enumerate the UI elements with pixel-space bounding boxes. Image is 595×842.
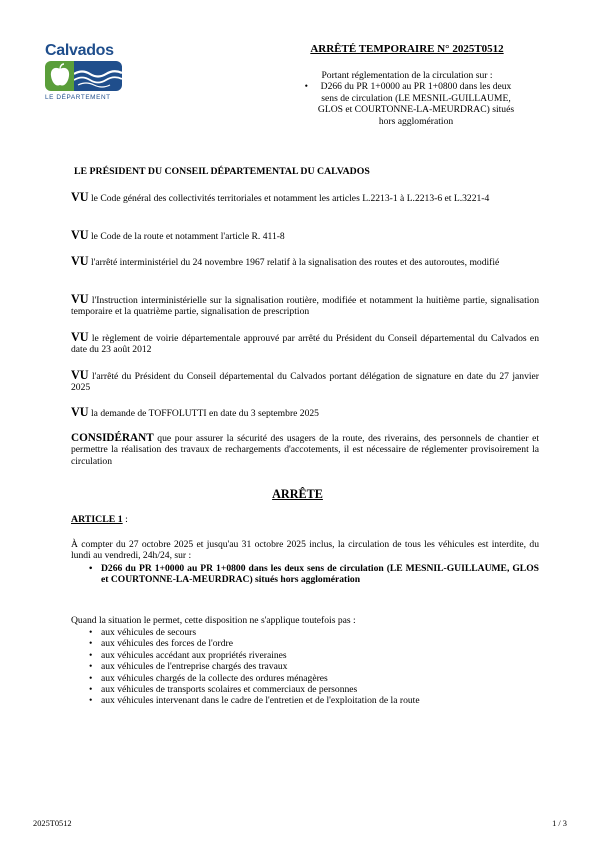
vu-text: le Code de la route et notamment l'article R. 411-8 <box>88 231 285 242</box>
vu-paragraph-5 <box>71 332 539 356</box>
vu-keyword: VU <box>71 330 89 344</box>
article-1-intro: À compter du 27 octobre 2025 et jusqu'au 31 octobre 2025 inclus, la circulation de tous les véhicules est interdite, du lundi au vendredi, 24h/24, sur : <box>71 539 539 562</box>
exceptions-intro: Quand la situation le permet, cette disposition ne s'applique toutefois pas : <box>71 615 356 626</box>
list-item: • aux véhicules de l'entreprise chargés des travaux <box>71 661 539 672</box>
vu-keyword: VU <box>71 368 89 382</box>
calvados-logo <box>42 42 126 108</box>
president-heading: LE PRÉSIDENT DU CONSEIL DÉPARTEMENTAL DU CALVADOS <box>74 166 370 177</box>
list-item: • aux véhicules de secours <box>71 627 539 638</box>
vu-paragraph-4 <box>71 294 539 318</box>
list-item: • aux véhicules de transports scolaires et commerciaux de personnes <box>71 684 539 695</box>
arrete-heading: ARRÊTE <box>272 487 323 501</box>
considerant-keyword: CONSIDÉRANT <box>71 432 154 444</box>
vu-keyword: VU <box>71 190 89 204</box>
page-number: 1 / 3 <box>552 819 567 828</box>
article-1-heading: ARTICLE 1 : <box>71 514 128 525</box>
vu-text: la demande de TOFFOLUTTI en date du 3 septembre 2025 <box>88 408 319 419</box>
list-item: • aux véhicules des forces de l'ordre <box>71 638 539 649</box>
apple-icon <box>45 61 74 91</box>
list-item: • aux véhicules accédant aux propriétés riveraines <box>71 650 539 661</box>
title-bullet <box>290 81 524 127</box>
footer-reference: 2025T0512 <box>33 819 72 828</box>
vu-paragraph-2 <box>71 230 539 242</box>
vu-keyword: VU <box>71 254 89 268</box>
vu-paragraph-3 <box>71 256 539 268</box>
road-bullet: • D266 du PR 1+0000 au PR 1+0800 dans les deux sens de circulation (LE MESNIL-GUILLAUME, GLOS et COURTONNE-LA-MEURDRAC) situés hors agglomération <box>71 563 539 586</box>
title-block <box>290 43 540 127</box>
exceptions-list <box>71 627 539 707</box>
waves-icon <box>74 61 122 91</box>
considerant-text: que pour assurer la sécurité des usagers de la route, des riverains, des personnels de chantier et permettre la réalisation des travaux de rechargements d'accotements, il est nécessaire de réglementer provisoirement la circulation <box>71 433 539 467</box>
vu-keyword: VU <box>71 228 89 242</box>
vu-text: l'arrêté du Président du Conseil départemental du Calvados portant délégation de signature en date du 27 janvier 2025 <box>71 371 539 394</box>
title-bullet-text: D266 du PR 1+0000 au PR 1+0800 dans les deux sens de circulation (LE MESNIL-GUILLAUME, GLOS et COURTONNE-LA-MEURDRAC) situés hors agglomération <box>317 81 515 127</box>
bullet-icon: • <box>304 81 308 93</box>
vu-paragraph-6 <box>71 370 539 394</box>
vu-keyword: VU <box>71 292 89 306</box>
vu-paragraph-7 <box>71 407 539 419</box>
vu-keyword: VU <box>71 405 89 419</box>
article-1-label: ARTICLE 1 <box>71 514 123 525</box>
vu-text: l'arrêté interministériel du 24 novembre 1967 relatif à la signalisation des routes et des autoroutes, modifié <box>88 257 500 268</box>
list-item: • aux véhicules chargés de la collecte des ordures ménagères <box>71 673 539 684</box>
document-title: ARRÊTÉ TEMPORAIRE N° 2025T0512 <box>310 43 504 55</box>
vu-paragraph-1 <box>71 192 539 204</box>
vu-text: le Code général des collectivités territoriales et notamment les articles L.2213-1 à L.2213-6 et L.3221-4 <box>88 193 490 204</box>
vu-text: le règlement de voirie départementale approuvé par arrêté du Président du Conseil départemental du Calvados en date du 23 août 2012 <box>71 333 539 356</box>
logo-wordmark: Calvados <box>45 42 114 59</box>
logo-subtitle: LE DÉPARTEMENT <box>45 94 111 101</box>
article-1-road-list <box>71 563 539 586</box>
list-item: • aux véhicules intervenant dans le cadre de l'entretien et de l'exploitation de la route <box>71 695 539 706</box>
document-subtitle: Portant réglementation de la circulation sur : <box>321 70 493 81</box>
considerant-paragraph <box>71 433 539 467</box>
vu-text: l'Instruction interministérielle sur la signalisation routière, modifiée et notamment la huitième partie, signalisation temporaire et la quatrième partie, signalisation de prescription <box>71 295 539 318</box>
